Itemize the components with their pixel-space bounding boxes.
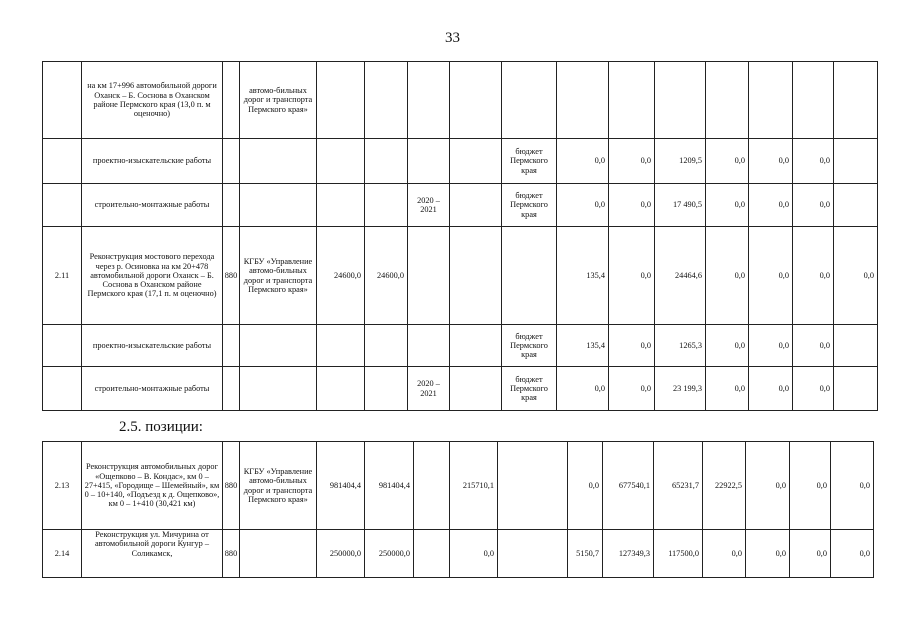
- row-number: [43, 367, 82, 411]
- executor-cell: [240, 325, 317, 367]
- period-cell: [408, 139, 450, 184]
- value-cell: 0,0: [609, 227, 655, 325]
- value-cell: [609, 62, 655, 139]
- positions-table: [42, 441, 874, 578]
- object-name: Реконструкция мостового перехода через р. Осиновка на км 20+478 автомобильной дороги Оханск – Б. Соснова в Оханском районе Пермского края (17,1 п. м оценочно): [82, 227, 223, 325]
- period-cell: 2020 – 2021: [408, 367, 450, 411]
- value-cell: 0,0: [557, 139, 609, 184]
- value-cell: 0,0: [793, 367, 834, 411]
- value-cell: 0,0: [450, 530, 498, 578]
- value-cell: [450, 139, 502, 184]
- row-number: 2.14: [43, 530, 82, 578]
- cost-cell: [365, 367, 408, 411]
- value-cell: 0,0: [746, 442, 790, 530]
- value-cell: 0,0: [706, 184, 749, 227]
- value-cell: 17 490,5: [655, 184, 706, 227]
- value-cell: [655, 62, 706, 139]
- cost-cell: [317, 367, 365, 411]
- period-cell: [408, 62, 450, 139]
- table-row: [43, 325, 878, 367]
- cost-cell: 24600,0: [317, 227, 365, 325]
- cost-cell: [365, 184, 408, 227]
- page-number: 33: [445, 30, 460, 46]
- code-cell: [223, 139, 240, 184]
- table-row: [43, 184, 878, 227]
- code-cell: 880: [223, 530, 240, 578]
- object-name: проектно-изыскательские работы: [82, 325, 223, 367]
- table1-body: [43, 62, 878, 411]
- cost-cell: [317, 184, 365, 227]
- table-row: [43, 227, 878, 325]
- source-cell: бюджет Пермского края: [502, 367, 557, 411]
- executor-cell: КГБУ «Управление автомо-бильных дорог и транспорта Пермского края»: [240, 442, 317, 530]
- section-heading: 2.5. позиции:: [119, 419, 203, 435]
- row-number: [43, 62, 82, 139]
- value-cell: 0,0: [609, 367, 655, 411]
- value-cell: [834, 62, 878, 139]
- value-cell: 1209,5: [655, 139, 706, 184]
- source-cell: бюджет Пермского края: [502, 325, 557, 367]
- code-cell: [223, 62, 240, 139]
- object-name: строительно-монтажные работы: [82, 367, 223, 411]
- value-cell: [834, 367, 878, 411]
- object-name: на км 17+996 автомобильной дороги Оханск – Б. Соснова в Оханском районе Пермского края (13,0 п. м оценочно): [82, 62, 223, 139]
- table-row: [43, 530, 874, 578]
- code-cell: [223, 367, 240, 411]
- value-cell: 0,0: [609, 325, 655, 367]
- value-cell: 22922,5: [703, 442, 746, 530]
- row-number: [43, 184, 82, 227]
- value-cell: [834, 325, 878, 367]
- value-cell: 0,0: [831, 530, 874, 578]
- value-cell: 0,0: [793, 325, 834, 367]
- value-cell: 0,0: [609, 139, 655, 184]
- value-cell: 0,0: [746, 530, 790, 578]
- value-cell: 65231,7: [654, 442, 703, 530]
- value-cell: 0,0: [831, 442, 874, 530]
- value-cell: 0,0: [834, 227, 878, 325]
- value-cell: 0,0: [706, 139, 749, 184]
- row-number: [43, 139, 82, 184]
- value-cell: 0,0: [706, 325, 749, 367]
- value-cell: [498, 442, 568, 530]
- value-cell: [450, 367, 502, 411]
- value-cell: [450, 325, 502, 367]
- value-cell: [557, 62, 609, 139]
- cost-cell: [365, 325, 408, 367]
- cost-cell: [365, 139, 408, 184]
- object-name: Реконструкция автомобильных дорог «Ощепково – В. Кондас», км 0 – 27+415, «Городище – Шемейный», км 0 – 10+140, «Подъезд к д. Ощепково», км 0 – 1+410 (30,421 км): [82, 442, 223, 530]
- object-name: проектно-изыскательские работы: [82, 139, 223, 184]
- value-cell: [834, 139, 878, 184]
- value-cell: 0,0: [749, 325, 793, 367]
- value-cell: 127349,3: [603, 530, 654, 578]
- source-cell: бюджет Пермского края: [502, 184, 557, 227]
- cost-cell: [317, 62, 365, 139]
- source-cell: [502, 62, 557, 139]
- value-cell: 0,0: [557, 184, 609, 227]
- executor-cell: [240, 530, 317, 578]
- executor-cell: [240, 184, 317, 227]
- value-cell: 0,0: [749, 227, 793, 325]
- value-cell: [450, 227, 502, 325]
- value-cell: 0,0: [793, 139, 834, 184]
- table-row: [43, 367, 878, 411]
- value-cell: 5150,7: [568, 530, 603, 578]
- value-cell: 24464,6: [655, 227, 706, 325]
- cost-cell: 250000,0: [365, 530, 414, 578]
- value-cell: [834, 184, 878, 227]
- value-cell: 23 199,3: [655, 367, 706, 411]
- value-cell: [414, 442, 450, 530]
- value-cell: 0,0: [557, 367, 609, 411]
- value-cell: 0,0: [749, 367, 793, 411]
- code-cell: [223, 325, 240, 367]
- table2-body: [43, 442, 874, 578]
- value-cell: [450, 184, 502, 227]
- code-cell: 880: [223, 442, 240, 530]
- value-cell: 117500,0: [654, 530, 703, 578]
- source-cell: бюджет Пермского края: [502, 139, 557, 184]
- value-cell: 0,0: [793, 227, 834, 325]
- row-number: 2.13: [43, 442, 82, 530]
- value-cell: 0,0: [749, 139, 793, 184]
- executor-cell: [240, 139, 317, 184]
- executor-cell: [240, 367, 317, 411]
- table-row: [43, 442, 874, 530]
- value-cell: 215710,1: [450, 442, 498, 530]
- code-cell: 880: [223, 227, 240, 325]
- object-name: строительно-монтажные работы: [82, 184, 223, 227]
- period-cell: 2020 – 2021: [408, 184, 450, 227]
- value-cell: 0,0: [793, 184, 834, 227]
- value-cell: [793, 62, 834, 139]
- row-number: [43, 325, 82, 367]
- table-row: [43, 62, 878, 139]
- executor-cell: автомо-бильных дорог и транспорта Пермского края»: [240, 62, 317, 139]
- value-cell: 0,0: [703, 530, 746, 578]
- value-cell: [706, 62, 749, 139]
- cost-cell: 250000,0: [317, 530, 365, 578]
- cost-cell: 981404,4: [365, 442, 414, 530]
- cost-cell: [317, 139, 365, 184]
- table-row: [43, 139, 878, 184]
- value-cell: [450, 62, 502, 139]
- value-cell: [498, 530, 568, 578]
- value-cell: 0,0: [706, 367, 749, 411]
- value-cell: [414, 530, 450, 578]
- period-cell: [408, 227, 450, 325]
- source-cell: [502, 227, 557, 325]
- period-cell: [408, 325, 450, 367]
- value-cell: 135,4: [557, 325, 609, 367]
- value-cell: 0,0: [568, 442, 603, 530]
- cost-cell: [365, 62, 408, 139]
- value-cell: 677540,1: [603, 442, 654, 530]
- value-cell: 0,0: [609, 184, 655, 227]
- value-cell: 0,0: [790, 442, 831, 530]
- executor-cell: КГБУ «Управление автомо-бильных дорог и транспорта Пермского края»: [240, 227, 317, 325]
- cost-cell: [317, 325, 365, 367]
- value-cell: [749, 62, 793, 139]
- object-name: Реконструкция ул. Мичурина от автомобильной дороги Кунгур – Соликамск,: [82, 530, 223, 578]
- value-cell: 135,4: [557, 227, 609, 325]
- cost-cell: 24600,0: [365, 227, 408, 325]
- row-number: 2.11: [43, 227, 82, 325]
- value-cell: 1265,3: [655, 325, 706, 367]
- value-cell: 0,0: [706, 227, 749, 325]
- code-cell: [223, 184, 240, 227]
- value-cell: 0,0: [790, 530, 831, 578]
- value-cell: 0,0: [749, 184, 793, 227]
- program-table-continued: [42, 61, 878, 411]
- cost-cell: 981404,4: [317, 442, 365, 530]
